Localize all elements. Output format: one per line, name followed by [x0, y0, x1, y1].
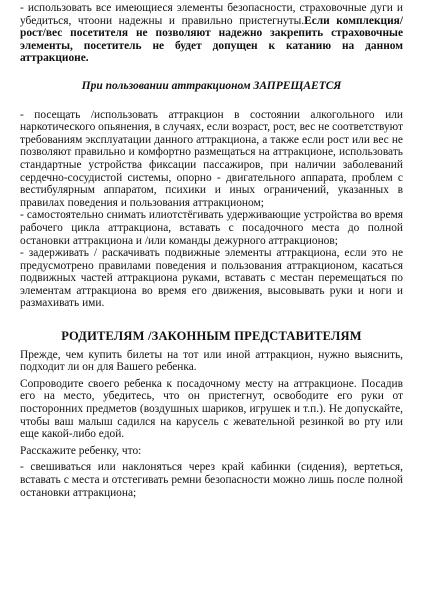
parents-paragraph-4: - свешиваться или наклоняться через край кабинки (сидения), вертеться, вставать с места и отстегивать ремни безопасности можно лишь после полной остановки аттракциона;: [20, 461, 403, 499]
parents-paragraph-1: Прежде, чем купить билеты на тот или иной аттракцион, нужно выяснить, подходит ли он для Вашего ребенка.: [20, 348, 403, 374]
prohibited-heading: При пользовании аттракционом ЗАПРЕЩАЕТСЯ: [81, 79, 342, 92]
safety-elements-text: - использовать все имеющиеся элементы безопасности, страховочные дуги и убедиться, чтоони надежны и правильно пристегнуты.: [20, 2, 403, 27]
prohibition-item-3: - задерживать / раскачивать подвижные элементы аттракциона, если это не предусмотрено правилами поведения и пользования аттракционом, касаться подвижных частей аттракциона руками, вставать с местан перемещаться по элементам аттракциона во время его движения, высовывать руки и ноги и размахивать ими.: [20, 247, 403, 310]
admission-warning-text: Если комплекция/рост/вес посетителя не позволяют надежно закрепить страховочные элементы, посетитель не будет допущен к катанию на данном аттракционе.: [20, 14, 403, 65]
parents-heading: РОДИТЕЛЯМ /ЗАКОННЫМ ПРЕДСТАВИТЕЛЯМ: [61, 329, 362, 344]
prohibition-item-2: - самостоятельно снимать илиотстёгивать удерживающие устройства во время рабочего цикла аттракциона, вставать с посадочного места до полной остановки аттракциона и /или команды дежурного аттракционов;: [20, 209, 403, 247]
safety-elements-paragraph: [20, 2, 403, 65]
prohibition-item-1: - посещать /использовать аттракцион в состоянии алкогольного или наркотического опьянения, в случаях, если возраст, рост, вес не соответствуют требованиям эксплуатации данного аттракциона, а также если рост или вес не позволяют правильно и комфортно размещаться на аттракционе, использовать стандартные устройства фиксации пассажиров, при наличии заболеваний сердечно-сосудистой системы, опорно - двигательного аппарата, проблем с вестибулярным аппаратом, психики и иных ограничений, указанных в правилах поведения и пользования аттракционом;: [20, 108, 403, 209]
parents-paragraph-3: Расскажите ребенку, что:: [20, 444, 142, 457]
parents-paragraph-2: Сопроводите своего ребенка к посадочному месту на аттракционе. Посадив его на место, убедитесь, что он пристегнут, освободите его руки от посторонних предметов (воздушных шариков, игрушек и т.п.). Не допускайте, чтобы ваш малыш садился на карусель с жевательной резинкой во рту или еще какой-либо едой.: [20, 377, 403, 441]
